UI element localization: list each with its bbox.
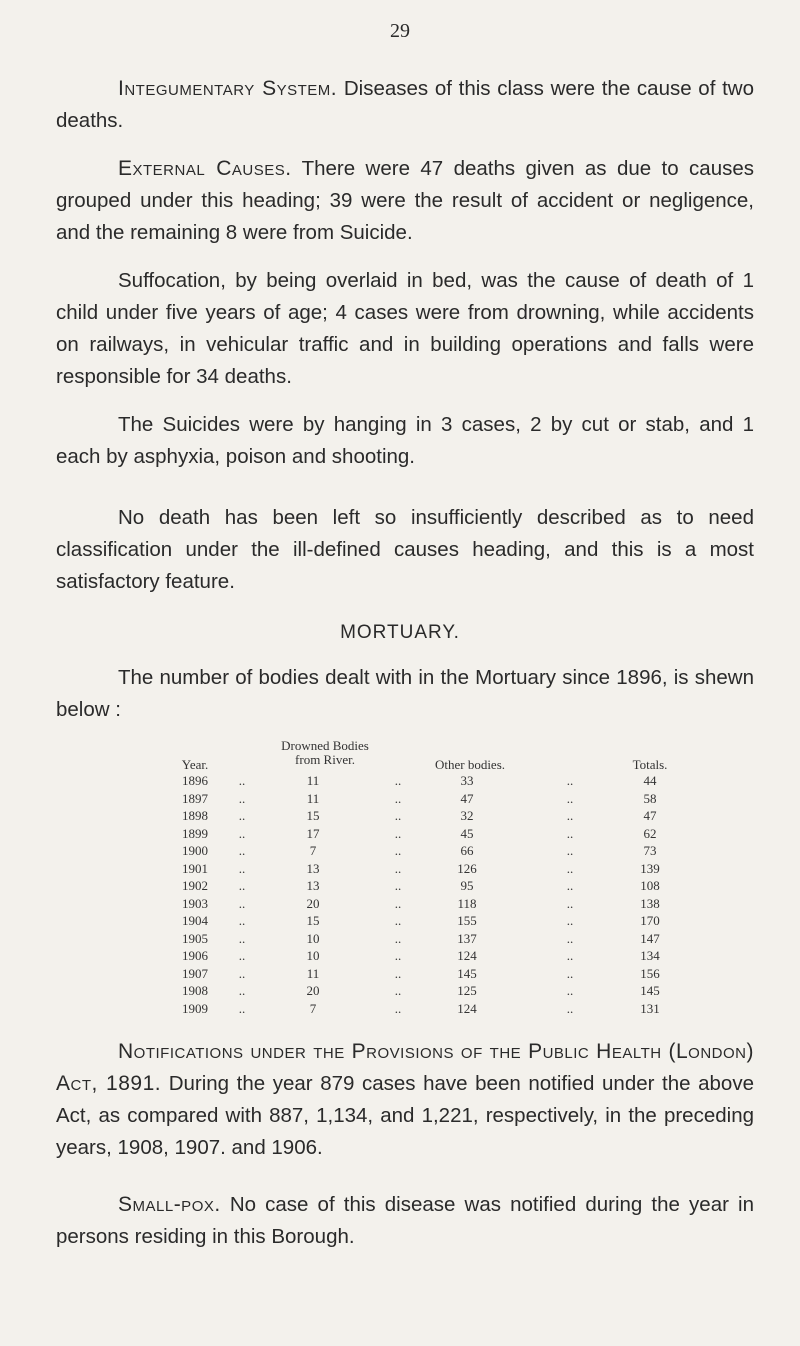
cell-dots: .. (566, 878, 574, 893)
cell-year: 1903 (182, 895, 208, 911)
cell-year: 1896 (182, 773, 208, 788)
cell-other: 118 (457, 895, 477, 911)
table-row (175, 982, 715, 1000)
cell-dots: .. (238, 965, 246, 981)
paragraph-ill-defined: No death has been left so insufficiently described as to need classification under the ill-defined causes heading, and this is a most satisfactory feature. (56, 506, 754, 593)
cell-dots: .. (394, 948, 402, 963)
cell-dots: .. (238, 930, 246, 946)
cell-drowned: 10 (306, 948, 320, 963)
cell-drowned: 11 (306, 773, 320, 788)
cell-other: 126 (457, 860, 477, 876)
cell-dots: .. (238, 878, 246, 893)
cell-drowned: 20 (306, 895, 320, 911)
cell-dots: .. (566, 1000, 574, 1016)
heading-notifications: Notifications under the Provisions of the Public Health (London) Act, 1891. (56, 1040, 754, 1095)
cell-dots: .. (394, 965, 402, 981)
mortuary-table (175, 734, 715, 1017)
cell-dots: .. (238, 808, 246, 823)
cell-dots: .. (394, 825, 402, 841)
cell-dots: .. (394, 913, 402, 928)
cell-total: 145 (640, 983, 660, 998)
heading-smallpox: Small-pox. (118, 1193, 221, 1216)
cell-dots: .. (394, 773, 402, 788)
text-integumentary: Diseases of this class were the cause of two deaths. (56, 77, 754, 132)
cell-dots: .. (394, 860, 402, 876)
paragraph-suffocation: Suffocation, by being overlaid in bed, was the cause of death of 1 child under five years of age; 4 cases were from drowning, while accidents on railways, in vehicular traffic and in building operations and falls were responsible for 34 deaths. (56, 269, 754, 388)
cell-total: 62 (643, 825, 657, 841)
cell-drowned: 11 (306, 790, 320, 806)
cell-dots: .. (394, 808, 402, 823)
cell-total: 73 (643, 843, 657, 858)
table-row (175, 965, 715, 983)
paragraph-mortuary-intro: The number of bodies dealt with in the Mortuary since 1896, is shewn below : (56, 666, 754, 721)
cell-total: 138 (640, 895, 660, 911)
cell-dots: .. (238, 948, 246, 963)
table-row (175, 947, 715, 965)
cell-other: 155 (457, 913, 477, 928)
cell-drowned: 7 (309, 1000, 317, 1016)
cell-drowned: 20 (306, 983, 320, 998)
cell-total: 44 (643, 773, 657, 788)
table-row (175, 1000, 715, 1018)
cell-drowned: 10 (306, 930, 320, 946)
table-row (175, 842, 715, 860)
cell-total: 139 (640, 860, 660, 876)
cell-dots: .. (394, 1000, 402, 1016)
cell-other: 45 (460, 825, 474, 841)
cell-year: 1897 (182, 790, 208, 806)
cell-dots: .. (566, 913, 574, 928)
cell-other: 125 (457, 983, 477, 998)
cell-total: 108 (640, 878, 660, 893)
cell-year: 1907 (182, 965, 208, 981)
cell-other: 66 (460, 843, 474, 858)
cell-dots: .. (394, 878, 402, 893)
cell-year: 1900 (182, 843, 208, 858)
paragraph-external-causes (56, 153, 754, 249)
cell-dots: .. (238, 790, 246, 806)
cell-dots: .. (566, 860, 574, 876)
cell-dots: .. (238, 825, 246, 841)
cell-dots: .. (238, 895, 246, 911)
cell-dots: .. (566, 930, 574, 946)
cell-total: 170 (640, 913, 660, 928)
cell-dots: .. (238, 983, 246, 998)
table-row (175, 790, 715, 808)
cell-year: 1908 (182, 983, 208, 998)
heading-external-causes: External Causes. (118, 157, 292, 180)
cell-total: 134 (640, 948, 660, 963)
table-row (175, 895, 715, 913)
cell-year: 1902 (182, 878, 208, 893)
cell-dots: .. (394, 843, 402, 858)
cell-dots: .. (238, 913, 246, 928)
table-body (175, 772, 715, 1017)
cell-other: 124 (457, 948, 477, 963)
paragraph-suicides: The Suicides were by hanging in 3 cases, 2 by cut or stab, and 1 each by asphyxia, poison and shooting. (56, 413, 754, 468)
paragraph-integumentary (56, 73, 754, 137)
cell-year: 1899 (182, 825, 208, 841)
heading-integumentary: Integumentary System. (118, 77, 338, 100)
cell-drowned: 7 (309, 843, 317, 858)
cell-year: 1901 (182, 860, 208, 876)
cell-year: 1906 (182, 948, 208, 963)
cell-other: 137 (457, 930, 477, 946)
header-totals: Totals. (632, 757, 668, 772)
header-drowned-line2: from River. (295, 752, 355, 767)
cell-drowned: 15 (306, 808, 320, 823)
cell-dots: .. (238, 860, 246, 876)
cell-dots: .. (566, 948, 574, 963)
cell-dots: .. (394, 983, 402, 998)
cell-dots: .. (238, 1000, 246, 1016)
cell-dots: .. (566, 895, 574, 911)
cell-dots: .. (394, 790, 402, 806)
cell-other: 33 (460, 773, 474, 788)
header-drowned (265, 739, 385, 767)
table-row (175, 930, 715, 948)
table-row (175, 825, 715, 843)
cell-other: 95 (460, 878, 474, 893)
cell-drowned: 13 (306, 878, 320, 893)
cell-total: 147 (640, 930, 660, 946)
section-title-mortuary: MORTUARY. (340, 622, 460, 643)
cell-dots: .. (566, 773, 574, 788)
cell-dots: .. (566, 843, 574, 858)
paragraph-notifications (56, 1036, 754, 1164)
cell-drowned: 11 (306, 965, 320, 981)
cell-dots: .. (238, 773, 246, 788)
cell-drowned: 15 (306, 913, 320, 928)
cell-other: 32 (460, 808, 474, 823)
text-external-causes: There were 47 deaths given as due to causes grouped under this heading; 39 were the result of accident or negligence, and the remaining 8 were from Suicide. (56, 157, 754, 244)
text-notifications: During the year 879 cases have been notified under the above Act, as compared with 887, 1,134, and 1,221, respectively, in the preceding years, 1908, 1907. and 1906. (56, 1072, 754, 1159)
page-number: 29 (390, 20, 410, 42)
cell-other: 145 (457, 965, 477, 981)
header-year: Year. (181, 757, 209, 772)
cell-dots: .. (566, 825, 574, 841)
cell-total: 58 (643, 790, 657, 806)
header-other: Other bodies. (434, 757, 506, 772)
cell-total: 47 (643, 808, 657, 823)
paragraph-smallpox (56, 1189, 754, 1253)
table-row (175, 912, 715, 930)
cell-other: 47 (460, 790, 474, 806)
cell-dots: .. (566, 790, 574, 806)
table-row (175, 860, 715, 878)
cell-year: 1905 (182, 930, 208, 946)
table-row (175, 877, 715, 895)
cell-dots: .. (566, 808, 574, 823)
cell-dots: .. (238, 843, 246, 858)
cell-drowned: 17 (306, 825, 320, 841)
header-drowned-line1: Drowned Bodies (281, 738, 369, 753)
cell-other: 124 (457, 1000, 477, 1016)
cell-dots: .. (566, 965, 574, 981)
cell-year: 1904 (182, 913, 208, 928)
table-row (175, 772, 715, 790)
text-smallpox: No case of this disease was notified during the year in persons residing in this Borough. (56, 1193, 754, 1248)
cell-drowned: 13 (306, 860, 320, 876)
table-row (175, 807, 715, 825)
cell-year: 1898 (182, 808, 208, 823)
cell-dots: .. (394, 930, 402, 946)
cell-dots: .. (566, 983, 574, 998)
cell-total: 156 (640, 965, 660, 981)
cell-dots: .. (394, 895, 402, 911)
cell-year: 1909 (182, 1000, 208, 1016)
table-header (175, 734, 715, 772)
cell-total: 131 (640, 1000, 660, 1016)
